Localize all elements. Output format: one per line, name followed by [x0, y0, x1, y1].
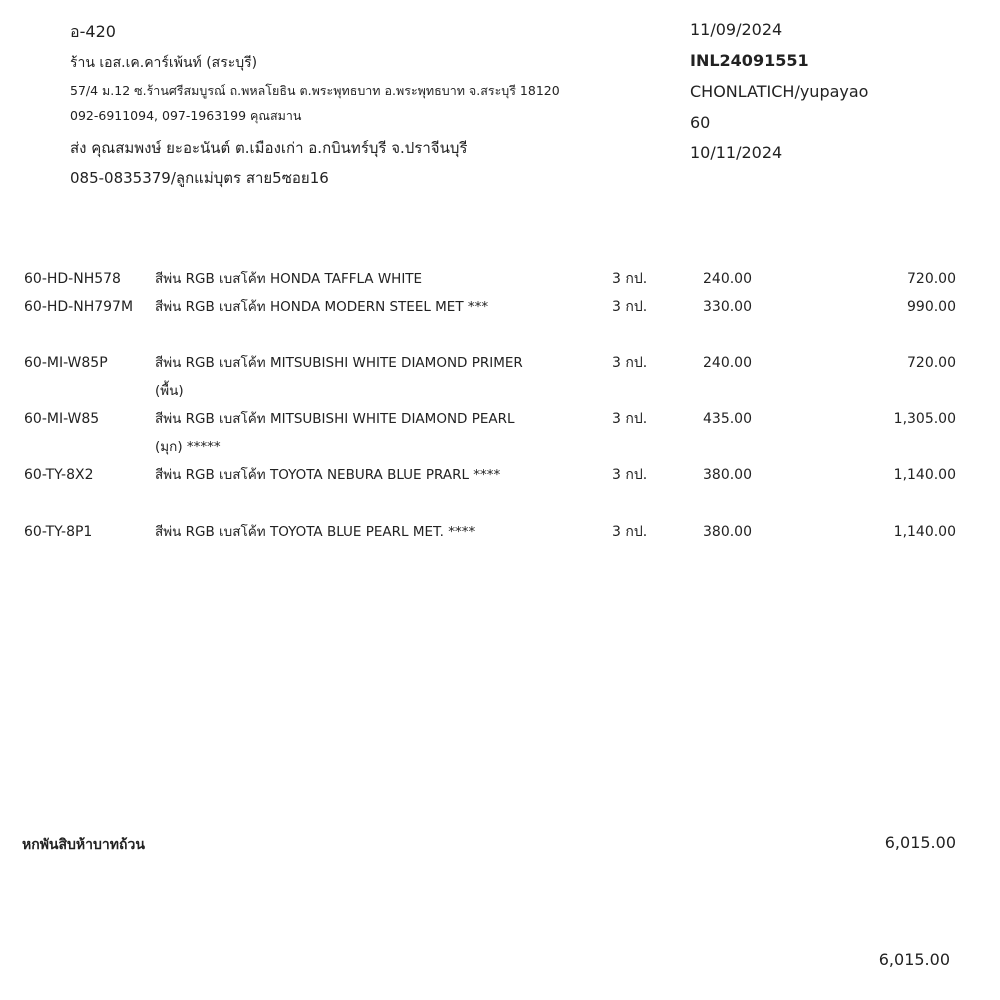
- item-quantity: 3 กป.: [612, 524, 648, 540]
- item-description: สีพ่น RGB เบสโค้ท HONDA MODERN STEEL MET ***: [155, 299, 489, 315]
- item-unit-price: 380.00: [703, 467, 752, 483]
- document-number: INL24091551: [690, 51, 809, 70]
- item-unit-price: 330.00: [703, 299, 752, 315]
- due-date: 10/11/2024: [690, 143, 783, 162]
- item-quantity: 3 กป.: [612, 467, 648, 483]
- credit-terms: 60: [690, 113, 711, 132]
- total-amount-in-words: หกพันสิบห้าบาทถ้วน: [22, 837, 145, 853]
- item-amount: 720.00: [907, 355, 956, 371]
- item-quantity: 3 กป.: [612, 271, 648, 287]
- item-code: 60-TY-8P1: [24, 524, 93, 540]
- item-amount: 720.00: [907, 271, 956, 287]
- document-code: อ-420: [70, 22, 116, 41]
- item-unit-price: 240.00: [703, 355, 752, 371]
- item-amount: 1,140.00: [893, 467, 956, 483]
- item-description: สีพ่น RGB เบสโค้ท MITSUBISHI WHITE DIAMOND PEARL (มุก) *****: [155, 411, 515, 455]
- item-amount: 990.00: [907, 299, 956, 315]
- ship-to-address: ส่ง คุณสมพงษ์ ยะอะนันต์ ต.เมืองเก่า อ.กบินทร์บุรี จ.ปราจีนบุรี: [70, 139, 468, 157]
- item-unit-price: 435.00: [703, 411, 752, 427]
- item-unit-price: 380.00: [703, 524, 752, 540]
- item-code: 60-HD-NH797M: [24, 299, 134, 315]
- document-user: CHONLATICH/yupayao: [690, 82, 869, 101]
- item-description: สีพ่น RGB เบสโค้ท MITSUBISHI WHITE DIAMOND PRIMER (พื้น): [155, 355, 523, 399]
- subtotal-amount: 6,015.00: [884, 833, 956, 852]
- item-amount: 1,140.00: [893, 524, 956, 540]
- shop-phone: 092-6911094, 097-1963199 คุณสมาน: [70, 108, 302, 123]
- shop-name: ร้าน เอส.เค.คาร์เพ้นท์ (สระบุรี): [70, 55, 258, 71]
- item-code: 60-HD-NH578: [24, 271, 121, 287]
- item-quantity: 3 กป.: [612, 355, 648, 371]
- item-code: 60-TY-8X2: [24, 467, 94, 483]
- item-description: สีพ่น RGB เบสโค้ท TOYOTA BLUE PEARL MET. ****: [155, 524, 476, 540]
- item-code: 60-MI-W85P: [24, 355, 108, 371]
- item-quantity: 3 กป.: [612, 411, 648, 427]
- item-amount: 1,305.00: [893, 411, 956, 427]
- item-unit-price: 240.00: [703, 271, 752, 287]
- item-quantity: 3 กป.: [612, 299, 648, 315]
- shop-address: 57/4 ม.12 ซ.ร้านศรีสมบูรณ์ ถ.พหลโยธิน ต.พระพุทธบาท อ.พระพุทธบาท จ.สระบุรี 18120: [70, 83, 560, 98]
- ship-to-phone: 085-0835379/ลูกแม่บุตร สาย5ซอย16: [70, 169, 329, 187]
- item-description: สีพ่น RGB เบสโค้ท HONDA TAFFLA WHITE: [155, 271, 423, 287]
- grand-total-amount: 6,015.00: [878, 950, 950, 969]
- item-description: สีพ่น RGB เบสโค้ท TOYOTA NEBURA BLUE PRARL ****: [155, 467, 501, 483]
- document-date: 11/09/2024: [690, 20, 783, 39]
- item-code: 60-MI-W85: [24, 411, 100, 427]
